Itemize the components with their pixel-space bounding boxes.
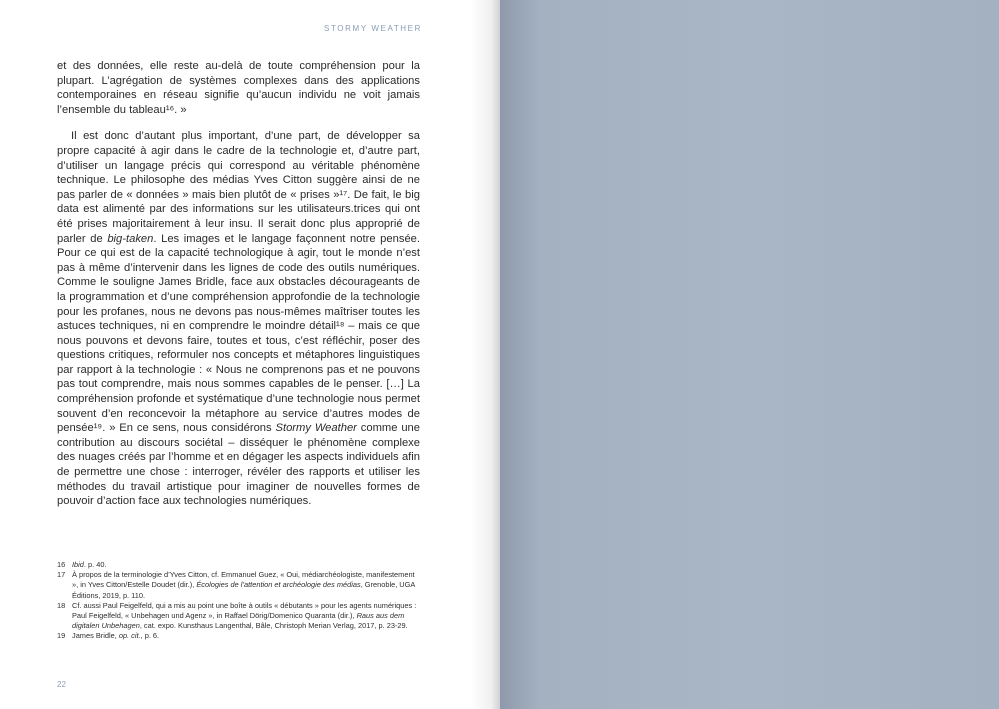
footnote-number: 17 — [57, 570, 66, 580]
running-head: STORMY WEATHER — [324, 24, 422, 33]
footnote-text — [72, 601, 420, 632]
footnote-segment: , p. 6. — [140, 631, 160, 641]
page-number: 22 — [57, 680, 66, 689]
footnote-italic-title: Raus aus dem digitalen Unbehagen — [72, 611, 405, 631]
footnote-italic-title: Ibid — [72, 560, 84, 569]
paragraph-2-part-1: Il est donc d’autant plus important, d’une part, de développer sa propre capacité à agir dans le cadre de la technologie et, d’autre part, d’utiliser un langage précis qui correspond au véritable phénomène technique. Le philosophe des médias Yves Citton suggère ainsi de ne pas parler de « données » mais bien plutôt de « prises »¹⁷. De fait, le big data est alimenté par des informations sur les utilisateurs.trices qui ont été prises majoritairement à leur insu. Il serait donc plus approprié de parler de — [57, 130, 420, 245]
footnote-segment: , cat. expo. Kunsthaus Langenthal, Bâle, Christoph Merian Verlag, 2017, p. 23-29. — [139, 621, 408, 631]
footnote-segment: . p. 40. — [83, 560, 107, 569]
footnote-text — [72, 560, 420, 570]
paragraph-2-part-3: comme une contribution au discours sociétal – disséquer le phénomène complexe des nuages créés par l’homme et en dégager les aspects individuels afin de permettre une chose : interroger, révéler des rapports et utiliser les méthodes du travail artistique pour imaginer de nouvelles formes de pouvoir d’action face aux technologies numériques. — [57, 422, 420, 508]
footnote-text — [72, 570, 420, 601]
footnotes — [57, 560, 420, 642]
footnote — [57, 631, 420, 641]
footnote — [57, 601, 420, 632]
footnote-segment: , Grenoble, UGA Éditions, 2019, p. 110. — [72, 580, 415, 600]
paragraph-2-italic-term: big-taken — [107, 232, 154, 245]
footnote-segment: Cf. aussi Paul Feigelfeld, qui a mis au point une boîte à outils « débutants » pour les agents numériques : Paul Feigelfeld, « Unbehagen und Agenz », in Raffael Dörig/Domenico Quaranta (dir.), — [72, 600, 417, 621]
footnote-segment: À propos de la terminologie d’Yves Citton, cf. Emmanuel Guez, « Oui, médiarchéologiste, manifestement », in Yves Citton/Estelle Doudet (dir.), — [72, 570, 415, 590]
paragraph-1: et des données, elle reste au-delà de toute compréhension pour la plupart. L’agrégation de systèmes complexes dans des applications contemporaines en réseau signifie qu’aucun individu ne voit jamais l’ensemble du tableau¹⁶. » — [57, 60, 420, 116]
footnote-italic-title: op. cit. — [118, 631, 141, 641]
paragraph-2-part-2: . Les images et le langage façonnent notre pensée. Pour ce qui est de la capacité technologique à agir, tout le monde n’est pas à même d’intervenir dans les lignes de code des outils numériques. Comme le souligne James Bridle, face aux obstacles décourageants de la programmation et d’une compréhension approfondie de la technologie pour les profanes, nous ne devons pas nous-mêmes maîtriser toutes les astuces techniques, ni en comprendre le moindre détail¹⁸ – mais ce que nous pouvons et devons faire, toutes et tous, c’est réfléchir, poser des questions critiques, reformuler nos concepts et métaphores linguistiques par rapport à la technologie : « Nous ne comprenons pas et ne pouvons pas tout comprendre, mais nous sommes capables de le penser. […] La compréhension profonde et systématique d’une technologie nous permet souvent d’en reconcevoir la métaphore au service d’autres modes de pensée¹⁹. » En ce sens, nous considérons — [57, 232, 420, 435]
footnote-number: 16 — [57, 560, 66, 569]
gutter-shadow — [470, 0, 500, 709]
footnote — [57, 570, 420, 601]
footnote-number: 19 — [57, 631, 66, 641]
right-page-blank — [500, 0, 999, 709]
footnote-text — [72, 631, 420, 641]
footnote-segment: James Bridle, — [72, 631, 119, 641]
footnote — [57, 560, 420, 570]
paragraph-2 — [57, 129, 420, 508]
footnote-number: 18 — [57, 600, 66, 610]
body-text — [57, 59, 420, 509]
footnote-italic-title: Écologies de l’attention et archéologie des médias — [196, 580, 361, 590]
paragraph-2-italic-title: Stormy Weather — [275, 422, 357, 435]
